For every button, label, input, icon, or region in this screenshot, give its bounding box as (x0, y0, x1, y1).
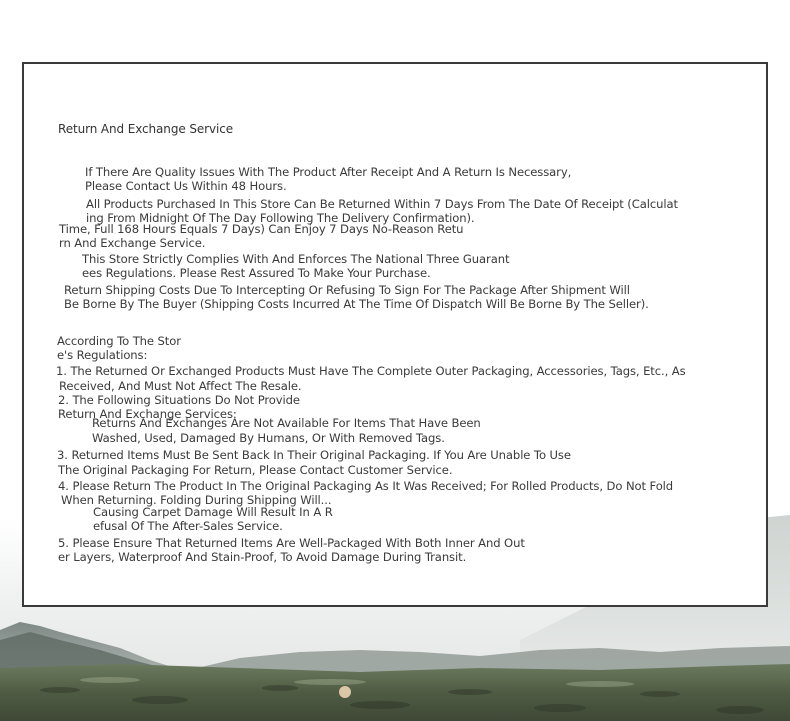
return-policy-panel (22, 62, 768, 607)
policy-line-11: According To The Stor (57, 334, 181, 348)
policy-line-21: 4. Please Return The Product In The Original Packaging As It Was Received; For Rolled Products, Do Not Fold (58, 479, 674, 493)
policy-line-4: ing From Midnight Of The Day Following The Delivery Confirmation). (86, 211, 475, 225)
policy-line-22: When Returning. Folding During Shipping Will... (61, 493, 332, 507)
policy-line-12: e's Regulations: (57, 348, 148, 362)
policy-line-25: 5. Please Ensure That Returned Items Are Well-Packaged With Both Inner And Out (58, 536, 525, 550)
policy-line-3: All Products Purchased In This Store Can Be Returned Within 7 Days From The Date Of Receipt (Calculat (86, 197, 678, 211)
policy-line-2: Please Contact Us Within 48 Hours. (85, 179, 287, 193)
policy-line-24: efusal Of The After-Sales Service. (93, 519, 283, 533)
policy-line-26: er Layers, Waterproof And Stain-Proof, To Avoid Damage During Transit. (58, 550, 467, 564)
policy-line-10: Be Borne By The Buyer (Shipping Costs Incurred At The Time Of Dispatch Will Be Borne By The Seller). (64, 297, 649, 311)
policy-line-18: Washed, Used, Damaged By Humans, Or With Removed Tags. (92, 431, 445, 445)
policy-title: Return And Exchange Service (58, 122, 233, 136)
policy-line-17: Returns And Exchanges Are Not Available For Items That Have Been (92, 416, 481, 430)
policy-line-14: Received, And Must Not Affect The Resale. (59, 379, 302, 393)
policy-line-7: This Store Strictly Complies With And Enforces The National Three Guarant (82, 252, 510, 266)
policy-line-9: Return Shipping Costs Due To Intercepting Or Refusing To Sign For The Package After Shipment Will (64, 283, 630, 297)
policy-line-13: 1. The Returned Or Exchanged Products Must Have The Complete Outer Packaging, Accessories, Tags, Etc., As (56, 364, 686, 378)
policy-line-16: Return And Exchange Services: (58, 407, 237, 421)
policy-line-20: The Original Packaging For Return, Please Contact Customer Service. (58, 463, 453, 477)
policy-line-23: Causing Carpet Damage Will Result In A R (93, 505, 333, 519)
policy-line-15: 2. The Following Situations Do Not Provide (58, 393, 300, 407)
policy-line-6: rn And Exchange Service. (59, 236, 206, 250)
policy-line-1: If There Are Quality Issues With The Product After Receipt And A Return Is Necessary, (85, 165, 572, 179)
policy-line-8: ees Regulations. Please Rest Assured To Make Your Purchase. (82, 266, 431, 280)
policy-line-19: 3. Returned Items Must Be Sent Back In Their Original Packaging. If You Are Unable To Use (57, 448, 571, 462)
policy-line-5: Time, Full 168 Hours Equals 7 Days) Can Enjoy 7 Days No-Reason Retu (59, 222, 464, 236)
